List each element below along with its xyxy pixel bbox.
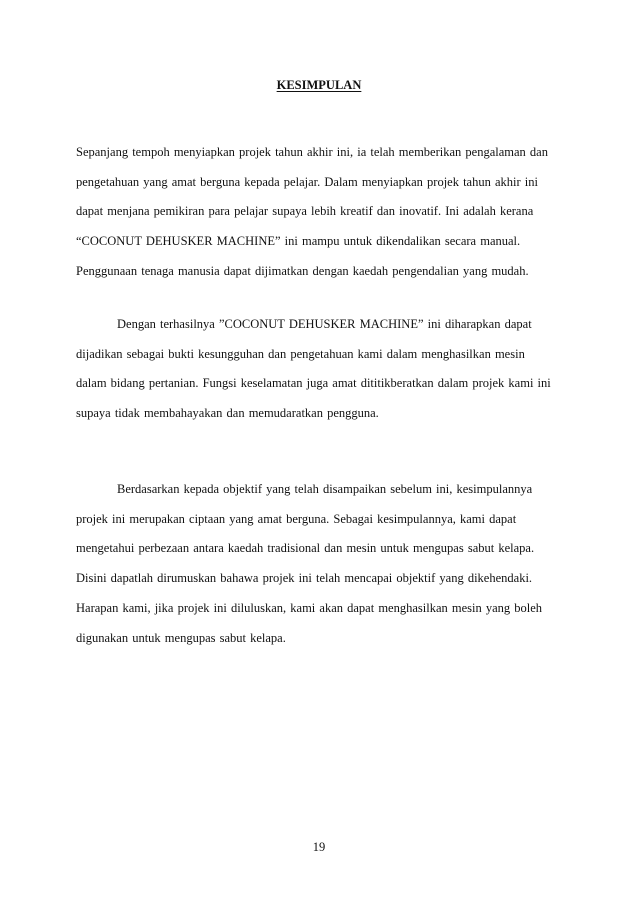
page-title: KESIMPULAN	[276, 78, 362, 92]
text-line: digunakan untuk mengupas sabut kelapa.	[76, 630, 286, 645]
text-line: projek ini merupakan ciptaan yang amat berguna. Sebagai kesimpulannya, kami dapat	[76, 511, 517, 526]
text-line: pengetahuan yang amat berguna kepada pelajar. Dalam menyiapkan projek tahun akhir ini	[76, 174, 538, 189]
paragraph-3	[76, 475, 566, 653]
text-line: Sepanjang tempoh menyiapkan projek tahun akhir ini, ia telah memberikan pengalaman dan	[76, 145, 548, 159]
text-line: dapat menjana pemikiran para pelajar supaya lebih kreatif dan inovatif. Ini adalah kerana	[76, 204, 534, 219]
text-line: dalam bidang pertanian. Fungsi keselamatan juga amat dititikberatkan dalam projek kami ini	[76, 376, 551, 391]
paragraph-2	[76, 310, 566, 429]
page-number: 19	[312, 840, 326, 854]
text-line: dijadikan sebagai bukti kesungguhan dan pengetahuan kami dalam menghasilkan mesin	[76, 346, 525, 361]
text-line: Harapan kami, jika projek ini diluluskan, kami akan dapat menghasilkan mesin yang boleh	[76, 600, 543, 615]
text-line: supaya tidak membahayakan dan memudaratkan pengguna.	[76, 406, 379, 421]
text-line: Berdasarkan kepada objektif yang telah disampaikan sebelum ini, kesimpulannya	[117, 482, 533, 496]
text-line: mengetahui perbezaan antara kaedah tradisional dan mesin untuk mengupas sabut kelapa.	[76, 541, 535, 556]
text-line: Dengan terhasilnya ”COCONUT DEHUSKER MACHINE” ini diharapkan dapat	[117, 317, 532, 331]
text-line: Penggunaan tenaga manusia dapat dijimatkan dengan kaedah pengendalian yang mudah.	[76, 263, 529, 278]
text-line: Disini dapatlah dirumuskan bahawa projek ini telah mencapai objektif yang dikehendaki.	[76, 571, 533, 586]
text-line: “COCONUT DEHUSKER MACHINE” ini mampu untuk dikendalikan secara manual.	[76, 234, 521, 249]
paragraph-1	[76, 138, 566, 287]
